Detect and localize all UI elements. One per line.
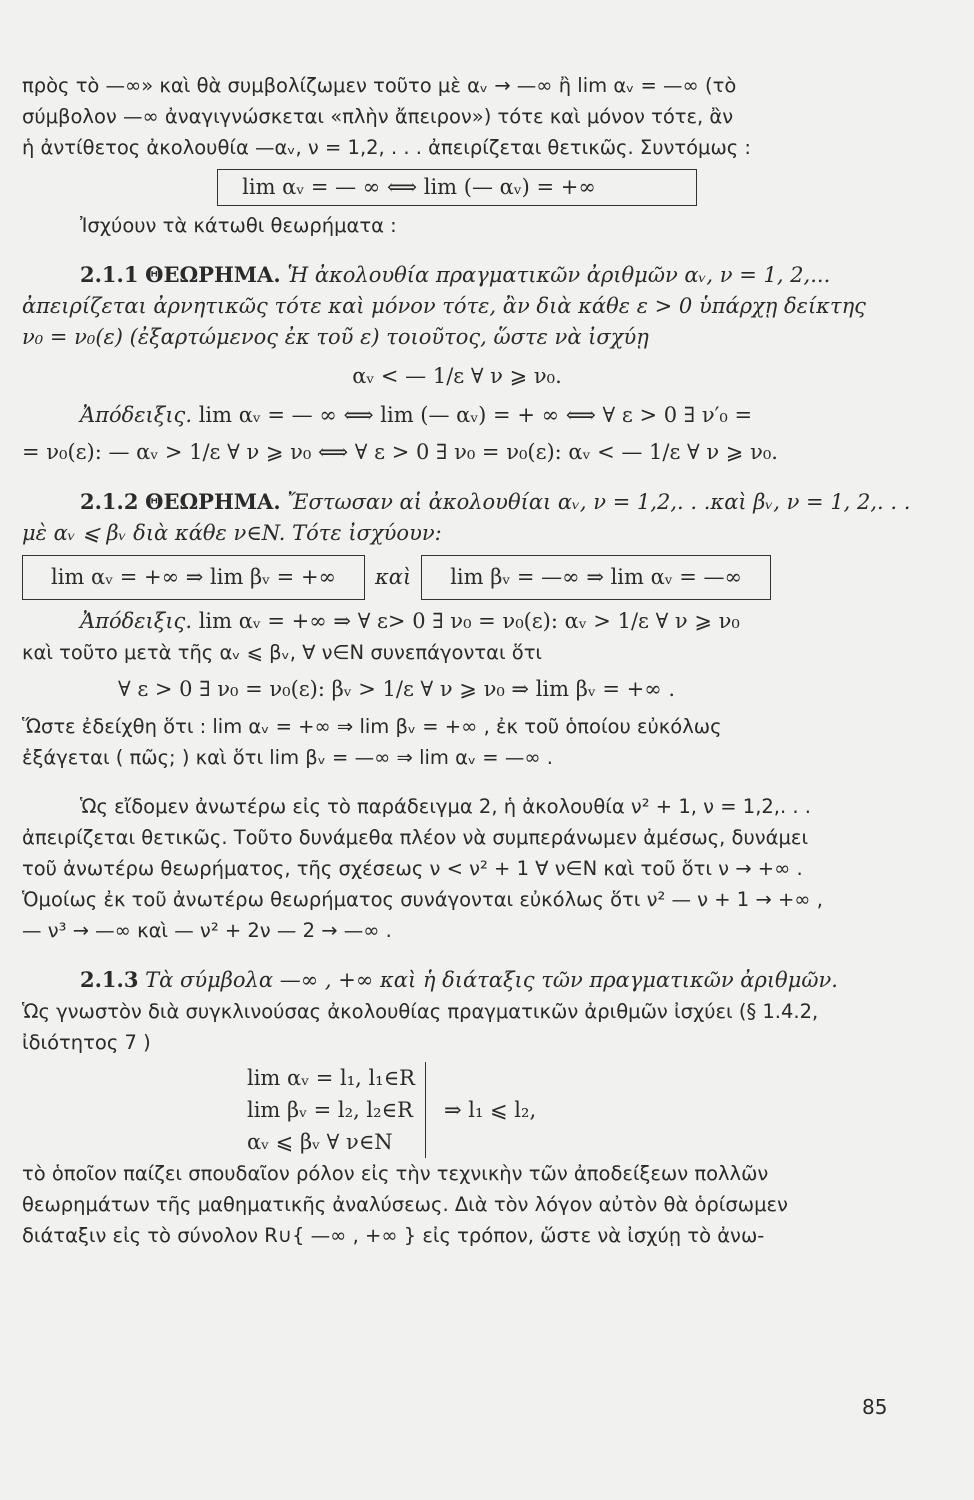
proof-text: ἐξάγεται ( πῶς; ) καὶ ὅτι lim βᵥ = —∞ ⇒ lim αᵥ = —∞ . [22,746,553,769]
proof-label: Ἀπόδειξις. [80,609,192,633]
conjunction-label: καὶ [375,565,412,589]
boxed-implication-left: lim αᵥ = +∞ ⇒ lim βᵥ = +∞ [22,555,365,600]
theorem-text: μὲ αᵥ ⩽ βᵥ διὰ κάθε ν∈N. Τότε ἰσχύουν: [22,521,442,545]
theorem-formula: αᵥ < — 1/ε ∀ ν ⩾ ν₀. [352,364,562,388]
implication-system [247,1062,892,1158]
theorem-212-heading [80,486,911,518]
theorem-text: ἀπειρίζεται ἀρνητικῶς τότε καὶ μόνον τότε, ἂν διὰ κάθε ε > 0 ὑπάρχῃ δείκτης [22,294,866,318]
proof-formula: ∀ ε > 0 ∃ ν₀ = ν₀(ε): βᵥ > 1/ε ∀ ν ⩾ ν₀ ⇒ lim βᵥ = +∞ . [118,677,676,701]
section-line: τὸ ὁποῖον παίζει σπουδαῖον ρόλον εἰς τὴν τεχνικὴν τῶν ἀποδείξεων πολλῶν [22,1162,769,1185]
theorem-label: ΘΕΩΡΗΜΑ. [145,262,281,287]
theorem-number: 2.1.1 [80,262,139,287]
boxed-equivalence: lim αᵥ = — ∞ ⟺ lim (— αᵥ) = +∞ [217,169,697,206]
proof-text: Ὥστε ἐδείχθη ὅτι : lim αᵥ = +∞ ⇒ lim βᵥ = +∞ , ἐκ τοῦ ὁποίου εὐκόλως [22,715,722,738]
theorem-text: Ἡ ἀκολουθία πραγματικῶν ἀριθμῶν αᵥ, ν = 1, 2,... [287,263,831,287]
text-line: πρὸς τὸ —∞» καὶ θὰ συμβολίζωμεν τοῦτο μὲ αᵥ → —∞ ἢ lim αᵥ = —∞ (τὸ [22,74,737,97]
system-row: lim βᵥ = l₂, l₂∈R [247,1098,413,1122]
section-213-heading [80,964,892,996]
proof-label: Ἀπόδειξις. [80,403,192,427]
system-row: lim αᵥ = l₁, l₁∈R [247,1066,415,1090]
section-title: Τὰ σύμβολα —∞ , +∞ καὶ ἡ διάταξις τῶν πραγματικῶν ἀριθμῶν. [145,968,838,992]
theorem-211-heading [80,259,892,291]
boxed-implication-right: lim βᵥ = —∞ ⇒ lim αᵥ = —∞ [421,555,771,600]
proof-text: lim αᵥ = +∞ ⇒ ∀ ε> 0 ∃ ν₀ = ν₀(ε): αᵥ > 1/ε ∀ ν ⩾ ν₀ [198,609,740,633]
theorem-number: 2.1.2 [80,489,139,514]
page-body [22,70,911,1251]
paragraph-line: ἀπειρίζεται θετικῶς. Τοῦτο δυνάμεθα πλέον νὰ συμπεράνωμεν ἀμέσως, δυνάμει [22,826,809,849]
proof-text: καὶ τοῦτο μετὰ τῆς αᵥ ⩽ βᵥ, ∀ ν∈N συνεπάγονται ὅτι [22,641,543,664]
section-line: διάταξιν εἰς τὸ σύνολον R∪{ —∞ , +∞ } εἰς τρόπον, ὥστε νὰ ἰσχύῃ τὸ ἀνω- [22,1224,765,1247]
text-line: σύμβολον —∞ ἀναγιγνώσκεται «πλὴν ἄπειρον») τότε καὶ μόνον τότε, ἂν [22,105,734,128]
paragraph-line: — ν³ → —∞ καὶ — ν² + 2ν — 2 → —∞ . [22,919,392,942]
theorem-text: Ἔστωσαν αἱ ἀκολουθίαι αᵥ, ν = 1,2,. . .καὶ βᵥ, ν = 1, 2,. . . [287,490,911,514]
section-number: 2.1.3 [80,967,139,992]
proof-text: = ν₀(ε): — αᵥ > 1/ε ∀ ν ⩾ ν₀ ⟺ ∀ ε > 0 ∃ ν₀ = ν₀(ε): αᵥ < — 1/ε ∀ ν ⩾ ν₀. [22,440,778,464]
system-row: αᵥ ⩽ βᵥ ∀ ν∈N [247,1130,393,1154]
system-conditions [247,1062,426,1158]
section-line: θεωρημάτων τῆς μαθηματικῆς ἀναλύσεως. Διὰ τὸν λόγον αὐτὸν θὰ ὁρίσωμεν [22,1193,788,1216]
proof-text: lim αᵥ = — ∞ ⟺ lim (— αᵥ) = + ∞ ⟺ ∀ ε > 0 ∃ ν′₀ = [198,403,753,427]
page-number: 85 [862,1395,888,1419]
theorem-text: ν₀ = ν₀(ε) (ἐξαρτώμενος ἐκ τοῦ ε) τοιοῦτος, ὥστε νὰ ἰσχύῃ [22,325,649,349]
system-conclusion: ⇒ l₁ ⩽ l₂, [443,1097,537,1122]
paragraph-line: τοῦ ἀνωτέρω θεωρήματος, τῆς σχέσεως ν < ν² + 1 ∀ ν∈N καὶ τοῦ ὅτι ν → +∞ . [22,857,803,880]
text-line: ἡ ἀντίθετος ἀκολουθία —αᵥ, ν = 1,2, . . . ἀπειρίζεται θετικῶς. Συντόμως : [22,136,751,159]
proof-line [80,400,892,431]
proof-line [80,606,892,637]
theorem-label: ΘΕΩΡΗΜΑ. [145,489,281,514]
text-line: Ἰσχύουν τὰ κάτωθι θεωρήματα : [80,214,397,237]
paragraph-line: Ὁμοίως ἐκ τοῦ ἀνωτέρω θεωρήματος συνάγονται εὐκόλως ὅτι ν² — ν + 1 → +∞ , [22,888,823,911]
section-line: ἰδιότητος 7 ) [22,1031,151,1054]
section-line: Ὡς γνωστὸν διὰ συγκλινούσας ἀκολουθίας πραγματικῶν ἀριθμῶν ἰσχύει (§ 1.4.2, [22,1000,819,1023]
boxed-implications [22,555,892,600]
paragraph-line: Ὡς εἴδομεν ἀνωτέρω εἰς τὸ παράδειγμα 2, ἡ ἀκολουθία ν² + 1, ν = 1,2,. . . [80,795,811,818]
